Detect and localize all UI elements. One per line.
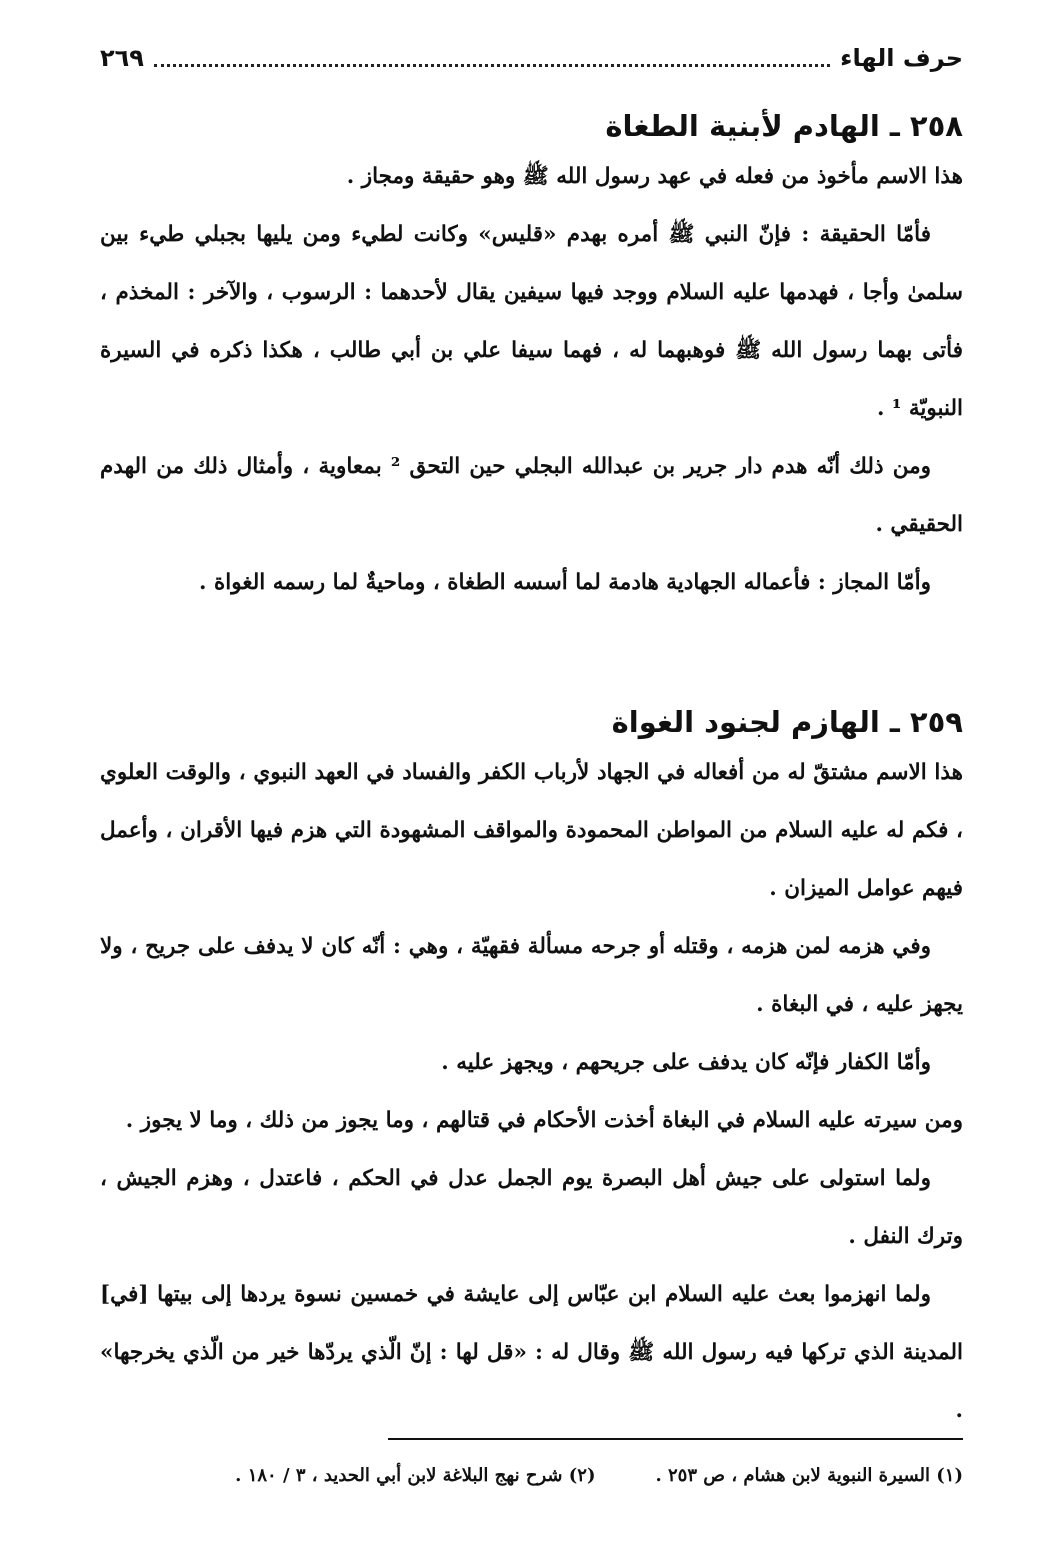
paragraph: وأمّا الكفار فإنّه كان يدفف على جريحهم ، ويجهز عليه . xyxy=(441,1050,931,1075)
footnote-2: (٢) شرح نهج البلاغة لابن أبي الحديد ، ٣ / ١٨٠ . xyxy=(235,1465,596,1486)
paragraph: هذا الاسم مأخوذ من فعله في عهد رسول الله ﷺ وهو حقيقة ومجاز . xyxy=(346,164,963,189)
footnotes xyxy=(100,1458,963,1494)
paragraph: ولما استولى على جيش أهل البصرة يوم الجمل عدل في الحكم ، فاعتدل ، وهزم الجيش ، وترك النفل . xyxy=(100,1166,963,1249)
paragraph: ولما انهزموا بعث عليه السلام ابن عبّاس إلى عايشة في خمسين نسوة يردها إلى بيتها [في] المدينة الذي تركها فيه رسول الله ﷺ وقال له : «قل لها : إنّ الّذي يردّها خير من الّذي يخرجها» . xyxy=(100,1282,963,1423)
chapter-title: حرف الهاء xyxy=(840,44,963,72)
leader-dots xyxy=(154,50,830,67)
running-header xyxy=(100,38,963,78)
main-text xyxy=(100,92,963,1440)
paragraph: ومن سيرته عليه السلام في البغاة أخذت الأحكام في قتالهم ، وما يجوز من ذلك ، وما لا يجوز . xyxy=(125,1108,963,1133)
footnote-divider xyxy=(388,1438,963,1440)
section-heading-258: ٢٥٨ ـ الهادم لأبنية الطغاة xyxy=(605,109,963,143)
paragraph: ومن ذلك أنّه هدم دار جرير بن عبدالله البجلي حين التحق ² بمعاوية ، وأمثال ذلك من الهدم الحقيقي . xyxy=(100,454,963,537)
paragraph: وأمّا المجاز : فأعماله الجهادية هادمة لما أسسه الطغاة ، وماحيةٌ لما رسمه الغواة . xyxy=(199,570,931,595)
page-number: ٢٦٩ xyxy=(100,44,144,72)
paragraph: فأمّا الحقيقة : فإنّ النبي ﷺ أمره بهدم «قليس» وكانت لطيء ومن يليها بجبلي طيء بين سلمىٰ وأجا ، فهدمها عليه السلام ووجد فيها سيفين يقال لأحدهما : الرسوب ، والآخر : المخذم ، فأتى بهما رسول الله ﷺ فوهبهما له ، فهما سيفا علي بن أبي طالب ، هكذا ذكره في السيرة النبويّة ¹ . xyxy=(100,222,963,421)
footnote-1: (١) السيرة النبوية لابن هشام ، ص ٢٥٣ . xyxy=(655,1465,963,1486)
paragraph: هذا الاسم مشتقّ له من أفعاله في الجهاد لأرباب الكفر والفساد في العهد النبوي ، والوقت العلوي ، فكم له عليه السلام من المواطن المحمودة والمواقف المشهودة التي هزم فيها الأقران ، وأعمل فيهم عوامل الميزان . xyxy=(100,760,963,901)
section-heading-259: ٢٥٩ ـ الهازم لجنود الغواة xyxy=(611,705,963,739)
paragraph: وفي هزمه لمن هزمه ، وقتله أو جرحه مسألة فقهيّة ، وهي : أنّه كان لا يدفف على جريح ، ولا يجهز عليه ، في البغاة . xyxy=(100,934,963,1017)
